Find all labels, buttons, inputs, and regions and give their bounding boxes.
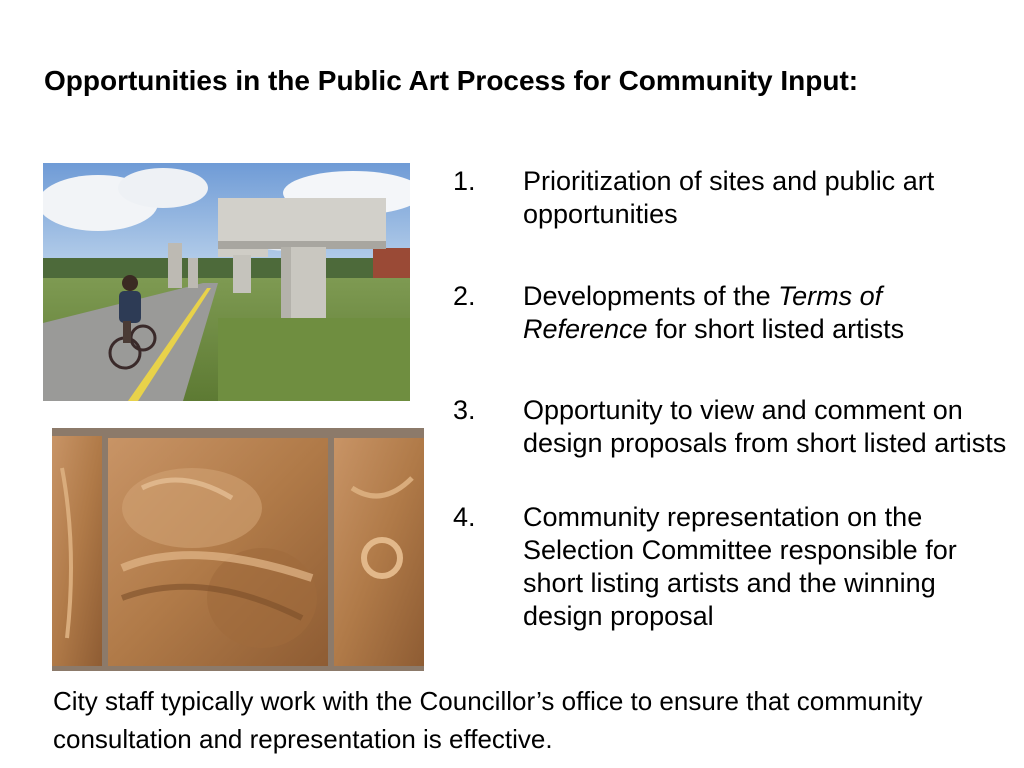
bronze-relief-photo [52,428,424,671]
cyclist-photo [43,163,410,401]
list-item-text: Community representation on the Selection Committee responsible for short listing artists and the winning design proposal [523,502,957,631]
list-item-text: Opportunity to view and comment on design proposals from short listed artists [523,395,1007,458]
list-item-text-end: for short listed artists [647,314,905,344]
list-item-number: 3. [453,395,476,425]
list-item-text [523,280,1013,346]
list-item-number: 4. [453,502,476,532]
slide-title: Opportunities in the Public Art Process for Community Input: [44,65,859,96]
list-item-number: 1. [453,166,476,196]
list-item-number: 2. [453,281,476,311]
list-item-text: Prioritization of sites and public art opportunities [523,166,935,229]
terms-of-reference-italic: Terms of Reference [523,281,883,344]
list-item-text-start: Developments of the [523,281,779,311]
footer-note: City staff typically work with the Councillor’s office to ensure that community consultation and representation is effective. [53,686,923,754]
